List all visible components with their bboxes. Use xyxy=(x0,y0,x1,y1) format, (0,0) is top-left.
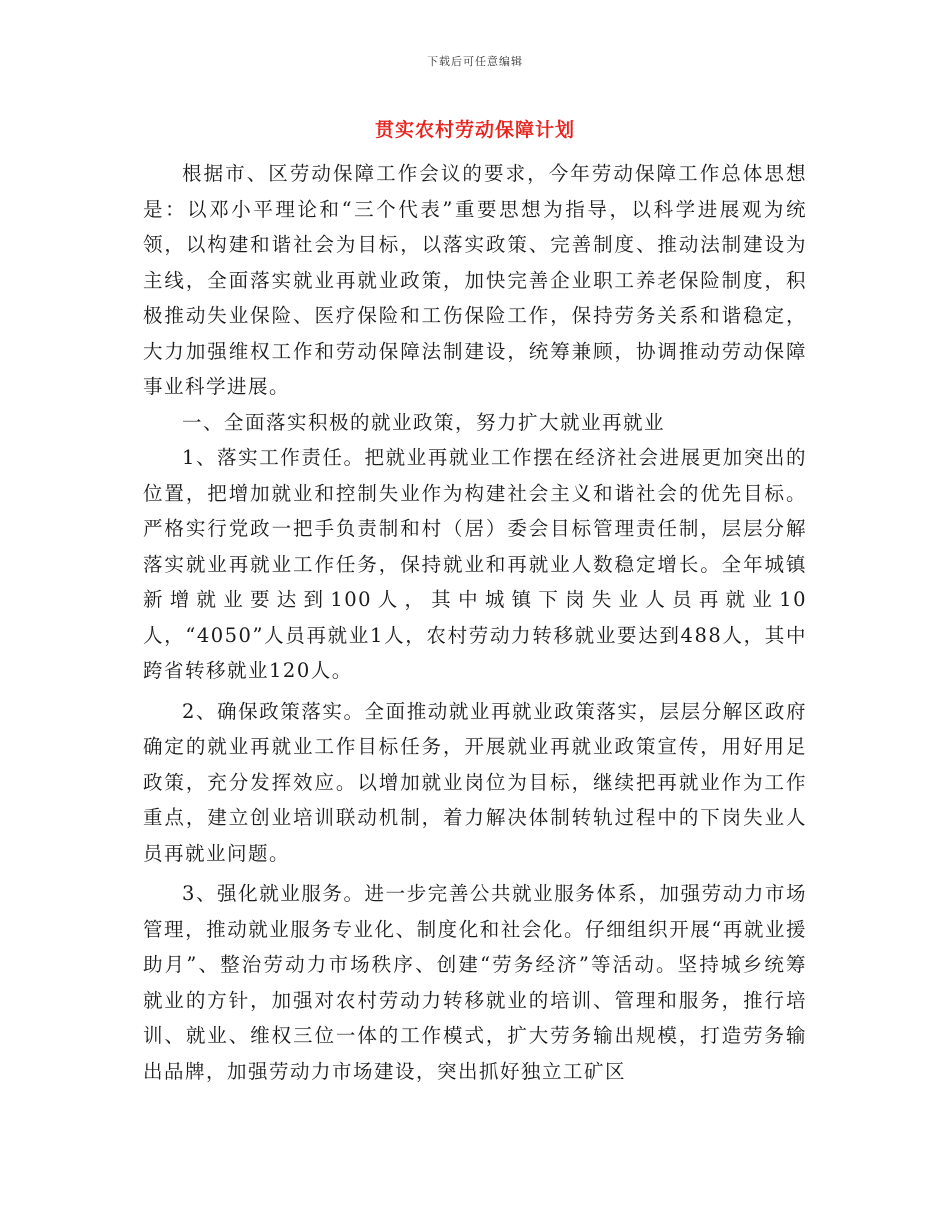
document-body xyxy=(143,156,807,1089)
paragraph-item-3: 3、强化就业服务。进一步完善公共就业服务体系，加强劳动力市场管理，推动就业服务专业化、制度化和社会化。仔细组织开展“再就业援助月”、整治劳动力市场秩序、创建“劳务经济”等活动。坚持城乡统筹就业的方针，加强对农村劳动力转移就业的培训、管理和服务，推行培训、就业、维权三位一体的工作模式，扩大劳务输出规模，打造劳务输出品牌，加强劳动力市场建设，突出抓好独立工矿区 xyxy=(143,882,807,1083)
paragraph-item-2: 2、确保政策落实。全面推动就业再就业政策落实，层层分解区政府确定的就业再就业工作目标任务，开展就业再就业政策宣传，用好用足政策，充分发挥效应。以增加就业岗位为目标，继续把再就业作为工作重点，建立创业培训联动机制，着力解决体制转轨过程中的下岗失业人员再就业问题。 xyxy=(143,699,807,865)
paragraph-intro: 根据市、区劳动保障工作会议的要求，今年劳动保障工作总体思想是：以邓小平理论和“三个代表”重要思想为指导，以科学进展观为统领，以构建和谐社会为目标，以落实政策、完善制度、推动法制建设为主线，全面落实就业再就业政策，加快完善企业职工养老保险制度，积极推动失业保险、医疗保险和工伤保险工作，保持劳务关系和谐稳定，大力加强维权工作和劳动保障法制建设，统筹兼顾，协调推动劳动保障事业科学进展。 xyxy=(143,162,807,398)
section-heading-1: 一、全面落实积极的就业政策，努力扩大就业再就业 xyxy=(182,410,666,434)
document-title: 贯实农村劳动保障计划 xyxy=(374,119,575,141)
paragraph-item-1: 1、落实工作责任。把就业再就业工作摆在经济社会进展更加突出的位置，把增加就业和控制失业作为构建社会主义和谐社会的优先目标。严格实行党政一把手负责制和村（居）委会目标管理责任制，层层分解落实就业再就业工作任务，保持就业和再就业人数稳定增长。全年城镇新增就业要达到100人，其中城镇下岗失业人员再就业10人，“4050”人员再就业1人，农村劳动力转移就业要达到488人，其中跨省转移就业120人。 xyxy=(143,446,807,682)
header-note: 下载后可任意编辑 xyxy=(427,55,523,68)
